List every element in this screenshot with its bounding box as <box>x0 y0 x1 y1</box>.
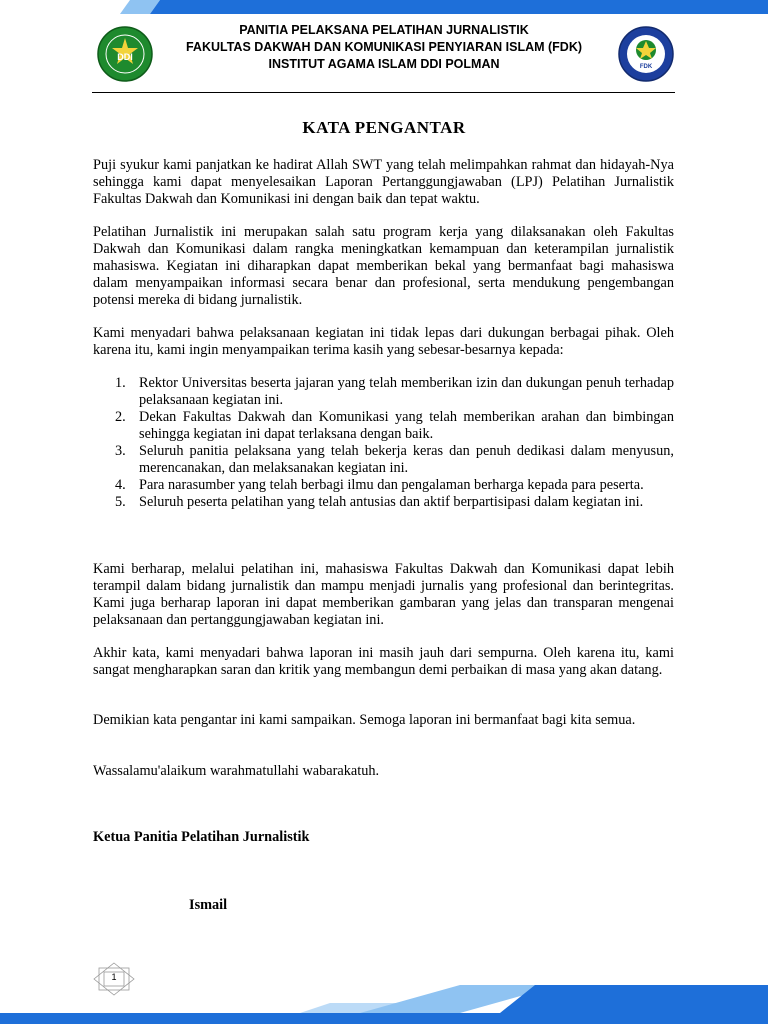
list-item <box>93 375 674 409</box>
paragraph-6: Demikian kata pengantar ini kami sampaikan. Semoga laporan ini bermanfaat bagi kita semua. <box>93 712 636 728</box>
list-text: Dekan Fakultas Dakwah dan Komunikasi yang telah memberikan arahan dan bimbingan sehingga kegiatan ini dapat terlaksana dengan baik. <box>139 409 674 442</box>
bottom-decorative-band <box>0 985 768 1024</box>
paragraph-3: Kami menyadari bahwa pelaksanaan kegiatan ini tidak lepas dari dukungan berbagai pihak. Oleh karena itu, kami ingin menyampaikan terima kasih yang sebesar-besarnya kepada: <box>93 325 674 358</box>
signature-name: Ismail <box>189 897 228 913</box>
ddi-logo-icon <box>97 26 153 82</box>
list-text: Para narasumber yang telah berbagi ilmu dan pengalaman berharga kepada para peserta. <box>139 477 644 493</box>
list-number: 2. <box>115 409 126 425</box>
letterhead-line-1: PANITIA PELAKSANA PELATIHAN JURNALISTIK <box>239 23 529 37</box>
list-item <box>93 494 674 511</box>
top-decorative-band <box>0 0 768 14</box>
list-item <box>93 409 674 443</box>
paragraph-5: Akhir kata, kami menyadari bahwa laporan ini masih jauh dari sempurna. Oleh karena itu, kami sangat mengharapkan saran dan kritik yang membangun demi perbaikan di masa yang akan datang. <box>93 645 674 678</box>
letterhead-line-2: FAKULTAS DAKWAH DAN KOMUNIKASI PENYIARAN ISLAM (FDK) <box>185 40 583 54</box>
list-number: 4. <box>115 477 126 493</box>
letterhead-line-3: INSTITUT AGAMA ISLAM DDI POLMAN <box>268 57 500 71</box>
document-title: KATA PENGANTAR <box>302 118 466 137</box>
list-item <box>93 443 674 477</box>
letterhead <box>150 22 618 73</box>
list-item <box>93 477 674 494</box>
svg-text:DDI: DDI <box>117 52 133 62</box>
page-number: 1 <box>111 972 117 982</box>
list-number: 3. <box>115 443 126 459</box>
list-number: 5. <box>115 494 126 510</box>
fdk-logo-icon <box>618 26 674 82</box>
paragraph-7: Wassalamu'alaikum warahmatullahi wabarakatuh. <box>93 763 380 779</box>
acknowledgement-list <box>93 375 674 511</box>
list-text: Rektor Universitas beserta jajaran yang telah memberikan izin dan dukungan penuh terhadap pelaksanaan kegiatan ini. <box>139 375 674 408</box>
svg-text:FDK: FDK <box>639 64 653 70</box>
paragraph-2: Pelatihan Jurnalistik ini merupakan salah satu program kerja yang dilaksanakan oleh Fakultas Dakwah dan Komunikasi dalam rangka meningkatkan kemampuan dan keterampilan jurnalistik mahasiswa. Kegiatan ini diharapkan dapat memberikan bekal yang bermanfaat bagi mahasiswa dalam menyampaikan informasi secara benar dan profesional, serta mendukung pengembangan potensi mereka di bidang jurnalistik. <box>93 224 674 308</box>
list-number: 1. <box>115 375 126 391</box>
paragraph-4: Kami berharap, melalui pelatihan ini, mahasiswa Fakultas Dakwah dan Komunikasi dapat lebih terampil dalam bidang jurnalistik dan mampu menjadi jurnalis yang profesional dan berintegritas. Kami juga berharap laporan ini dapat memberikan gambaran yang jelas dan transparan mengenai pelaksanaan dan pertanggungjawaban kegiatan ini. <box>93 561 674 628</box>
paragraph-1: Puji syukur kami panjatkan ke hadirat Allah SWT yang telah melimpahkan rahmat dan hidayah-Nya sehingga kami dapat menyelesaikan Laporan Pertanggungjawaban (LPJ) Pelatihan Jurnalistik Fakultas Dakwah dan Komunikasi ini dengan baik dan tepat waktu. <box>93 157 674 207</box>
letterhead-rule <box>92 92 675 93</box>
list-text: Seluruh peserta pelatihan yang telah antusias dan aktif berpartisipasi dalam kegiatan ini. <box>139 494 644 510</box>
list-text: Seluruh panitia pelaksana yang telah bekerja keras dan penuh dedikasi dalam menyusun, merencanakan, dan melaksanakan kegiatan ini. <box>139 443 674 476</box>
signature-title: Ketua Panitia Pelatihan Jurnalistik <box>93 829 310 845</box>
